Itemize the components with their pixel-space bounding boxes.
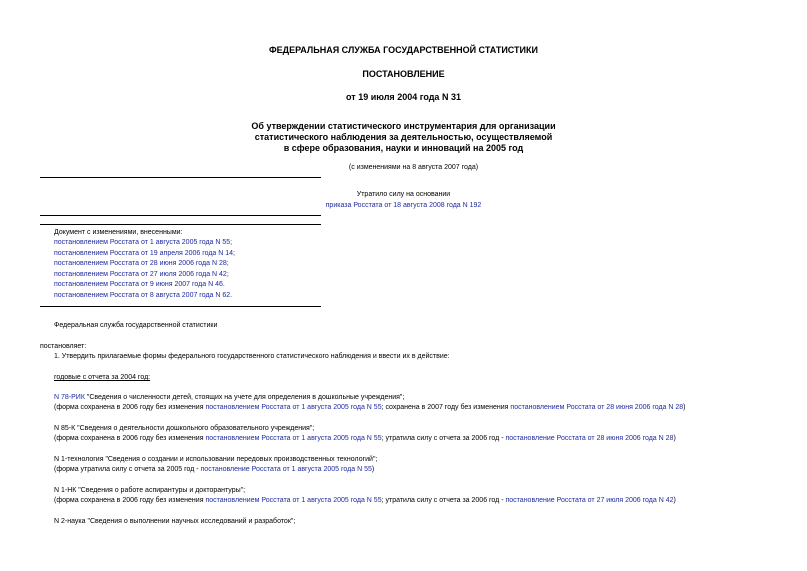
issuer-text: Федеральная служба государственной статистики [54,322,218,329]
form-1nk-title: N 1-НК "Сведения о работе аспирантуры и докторантуры"; [54,487,246,494]
form-1t-note [54,465,374,474]
changes-heading: Документ с изменениями, внесенными: [54,229,183,236]
repeal-note: Утратило силу на основании [356,191,451,198]
change-link[interactable]: постановлением Росстата от 8 августа 2007 года N 62. [54,292,233,299]
form-85-note [54,434,676,443]
item-1: 1. Утвердить прилагаемые формы федерального государственного статистического наблюдения и ввести их в действие: [54,353,450,360]
decree-link[interactable]: постановление Росстата от 28 июня 2006 года N 28 [505,435,674,442]
form-85-title: N 85-К "Сведения о деятельности дошкольного образовательного учреждения"; [54,425,315,432]
change-link[interactable]: постановлением Росстата от 27 июля 2006 года N 42; [54,271,229,278]
note-text: ; сохранена в 2007 году без изменения [381,404,511,411]
note-text: (форма сохранена в 2006 году без изменения [54,435,206,442]
note-text: ) [371,466,375,473]
note-text: (форма сохранена в 2006 году без изменения [54,497,206,504]
form-78-name: "Сведения о численности детей, стоящих на учете для определения в дошкольные учреждения"; [84,394,405,401]
annual-forms-heading: годовые с отчета за 2004 год: [54,374,151,381]
document-type: ПОСТАНОВЛЕНИЕ [362,69,445,79]
divider [40,224,321,225]
form-78-title [54,393,404,402]
form-1t-title: N 1-технология "Сведения о создании и использовании передовых производственных технологий"; [54,456,378,463]
decree-link[interactable]: постановление Росстата от 1 августа 2005 года N 55 [200,466,372,473]
decree-link[interactable]: постановлением Росстата от 1 августа 2005 года N 55 [205,404,382,411]
agency-title: ФЕДЕРАЛЬНАЯ СЛУЖБА ГОСУДАРСТВЕННОЙ СТАТИСТИКИ [269,45,538,55]
note-text: ) [673,497,676,504]
change-link[interactable]: постановлением Росстата от 19 апреля 2006 года N 14; [54,250,235,257]
document-title-line-3: в сфере образования, науки и инноваций на 2005 год [283,143,524,153]
form-2n-title: N 2-наука "Сведения о выполнении научных исследований и разработок"; [54,518,296,525]
note-text: ) [683,404,686,411]
document-title-line-1: Об утверждении статистического инструментария для организации [251,121,556,131]
note-text: (форма утратила силу с отчета за 2005 год - [54,466,201,473]
amendment-note: (с изменениями на 8 августа 2007 года) [348,164,479,171]
decree-link[interactable]: постановлением Росстата от 28 июня 2006 года N 28 [510,404,684,411]
change-link[interactable]: постановлением Росстата от 28 июня 2006 года N 28; [54,260,229,267]
document-title-line-2: статистического наблюдения за деятельностью, осуществляемой [254,132,553,142]
document-date: от 19 июля 2004 года N 31 [346,92,461,102]
decree-link[interactable]: постановлением Росстата от 1 августа 2005 года N 55 [205,497,382,504]
decrees-text: постановляет: [40,343,87,350]
decree-link[interactable]: постановление Росстата от 27 июля 2006 года N 42 [505,497,674,504]
note-text: (форма сохранена в 2006 году без изменения [54,404,206,411]
form-78-note [54,403,686,412]
form-1nk-note [54,496,676,505]
note-text: ; утратила силу с отчета за 2006 год - [381,497,506,504]
change-link[interactable]: постановлением Росстата от 9 июня 2007 года N 46. [54,281,225,288]
divider [40,306,321,307]
change-link[interactable]: постановлением Росстата от 1 августа 2005 года N 55; [54,239,233,246]
note-text: ) [673,435,676,442]
repeal-order-link[interactable]: приказа Росстата от 18 августа 2008 года N 192 [325,202,482,209]
form-78-link[interactable]: N 78-РИК [54,394,85,401]
decree-link[interactable]: постановлением Росстата от 1 августа 2005 года N 55 [205,435,382,442]
divider [40,215,321,216]
note-text: ; утратила силу с отчета за 2006 год - [381,435,506,442]
divider [40,177,321,178]
